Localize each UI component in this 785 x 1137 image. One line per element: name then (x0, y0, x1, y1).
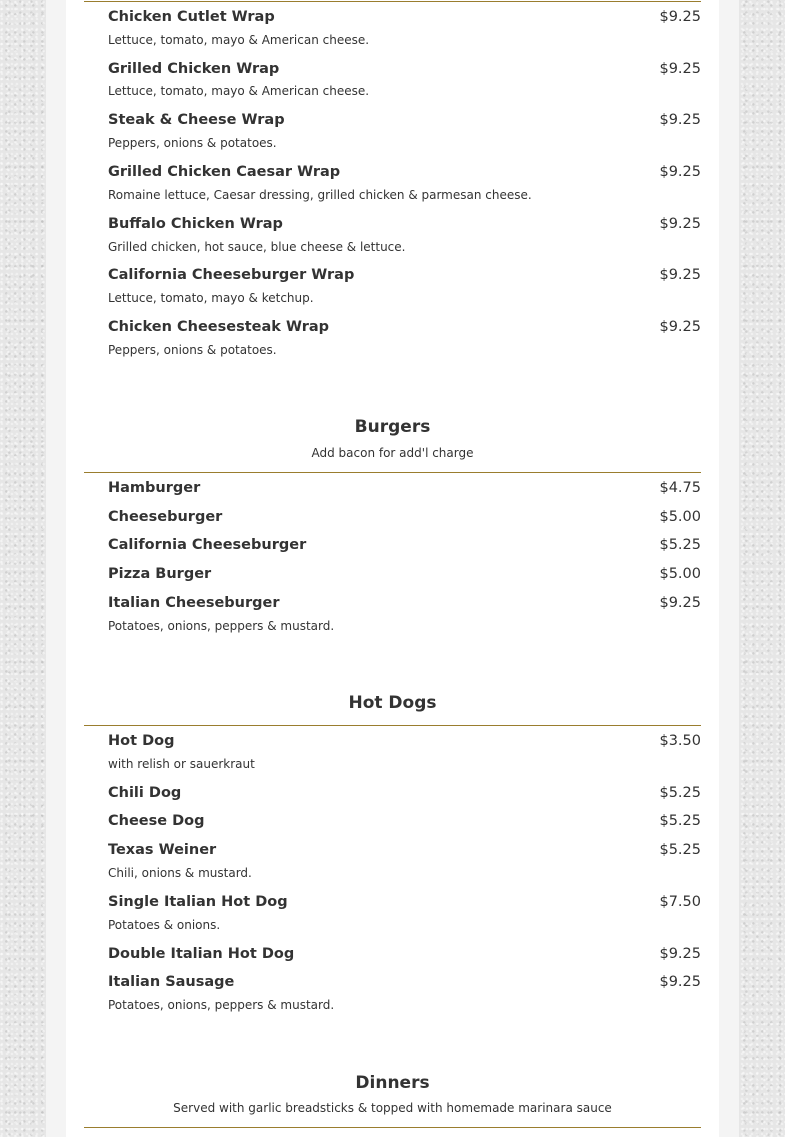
item-name: Single Italian Hot Dog (108, 894, 288, 910)
item-description: with relish or sauerkraut (108, 757, 255, 771)
section-subtitle: Add bacon for add'l charge (311, 446, 474, 460)
item-name: Hamburger (108, 480, 201, 496)
section-title: Burgers (354, 417, 431, 437)
item-name: Chicken Cheesesteak Wrap (108, 319, 330, 335)
item-price: $5.25 (659, 785, 701, 801)
item-description: Potatoes, onions, peppers & mustard. (108, 619, 335, 633)
item-description: Potatoes, onions, peppers & mustard. (108, 998, 335, 1012)
item-name: Double Italian Hot Dog (108, 946, 295, 962)
item-name: Texas Weiner (108, 842, 217, 858)
page-background (46, 0, 739, 1137)
item-name: Grilled Chicken Wrap (108, 61, 280, 77)
item-price: $5.00 (659, 566, 701, 582)
item-name: Chicken Cutlet Wrap (108, 9, 275, 25)
item-price: $5.25 (659, 813, 701, 829)
item-name: Hot Dog (108, 733, 175, 749)
item-name: Grilled Chicken Caesar Wrap (108, 164, 341, 180)
item-price: $9.25 (659, 946, 701, 962)
item-description: Romaine lettuce, Caesar dressing, grilled chicken & parmesan cheese. (108, 188, 532, 202)
item-price: $5.25 (659, 842, 701, 858)
section-subtitle: Served with garlic breadsticks & topped with homemade marinara sauce (173, 1101, 612, 1115)
item-price: $9.25 (659, 112, 701, 128)
item-description: Potatoes & onions. (108, 918, 221, 932)
item-name: Cheeseburger (108, 509, 223, 525)
item-name: California Cheeseburger (108, 537, 307, 553)
menu-content (66, 0, 719, 1137)
item-description: Chili, onions & mustard. (108, 866, 252, 880)
item-price: $5.00 (659, 509, 701, 525)
item-price: $9.25 (659, 267, 701, 283)
item-price: $9.25 (659, 164, 701, 180)
item-description: Peppers, onions & potatoes. (108, 136, 277, 150)
item-name: Cheese Dog (108, 813, 205, 829)
item-description: Lettuce, tomato, mayo & ketchup. (108, 291, 314, 305)
item-price: $9.25 (659, 216, 701, 232)
item-price: $7.50 (659, 894, 701, 910)
section-title: Dinners (355, 1073, 430, 1093)
item-description: Lettuce, tomato, mayo & American cheese. (108, 84, 370, 98)
item-price: $9.25 (659, 9, 701, 25)
item-price: $3.50 (659, 733, 701, 749)
section-divider (84, 725, 701, 726)
item-price: $9.25 (659, 974, 701, 990)
item-description: Grilled chicken, hot sauce, blue cheese & lettuce. (108, 240, 406, 254)
section-divider (84, 1, 701, 2)
item-description: Peppers, onions & potatoes. (108, 343, 277, 357)
item-name: Pizza Burger (108, 566, 212, 582)
item-name: Chili Dog (108, 785, 182, 801)
item-name: Italian Cheeseburger (108, 595, 280, 611)
section-title: Hot Dogs (348, 693, 437, 713)
section-divider (84, 1127, 701, 1128)
item-name: California Cheeseburger Wrap (108, 267, 355, 283)
item-price: $9.25 (659, 595, 701, 611)
item-price: $4.75 (659, 480, 701, 496)
item-name: Buffalo Chicken Wrap (108, 216, 283, 232)
section-divider (84, 472, 701, 473)
item-price: $5.25 (659, 537, 701, 553)
item-name: Italian Sausage (108, 974, 235, 990)
item-description: Lettuce, tomato, mayo & American cheese. (108, 33, 370, 47)
item-price: $9.25 (659, 61, 701, 77)
item-name: Steak & Cheese Wrap (108, 112, 285, 128)
item-price: $9.25 (659, 319, 701, 335)
